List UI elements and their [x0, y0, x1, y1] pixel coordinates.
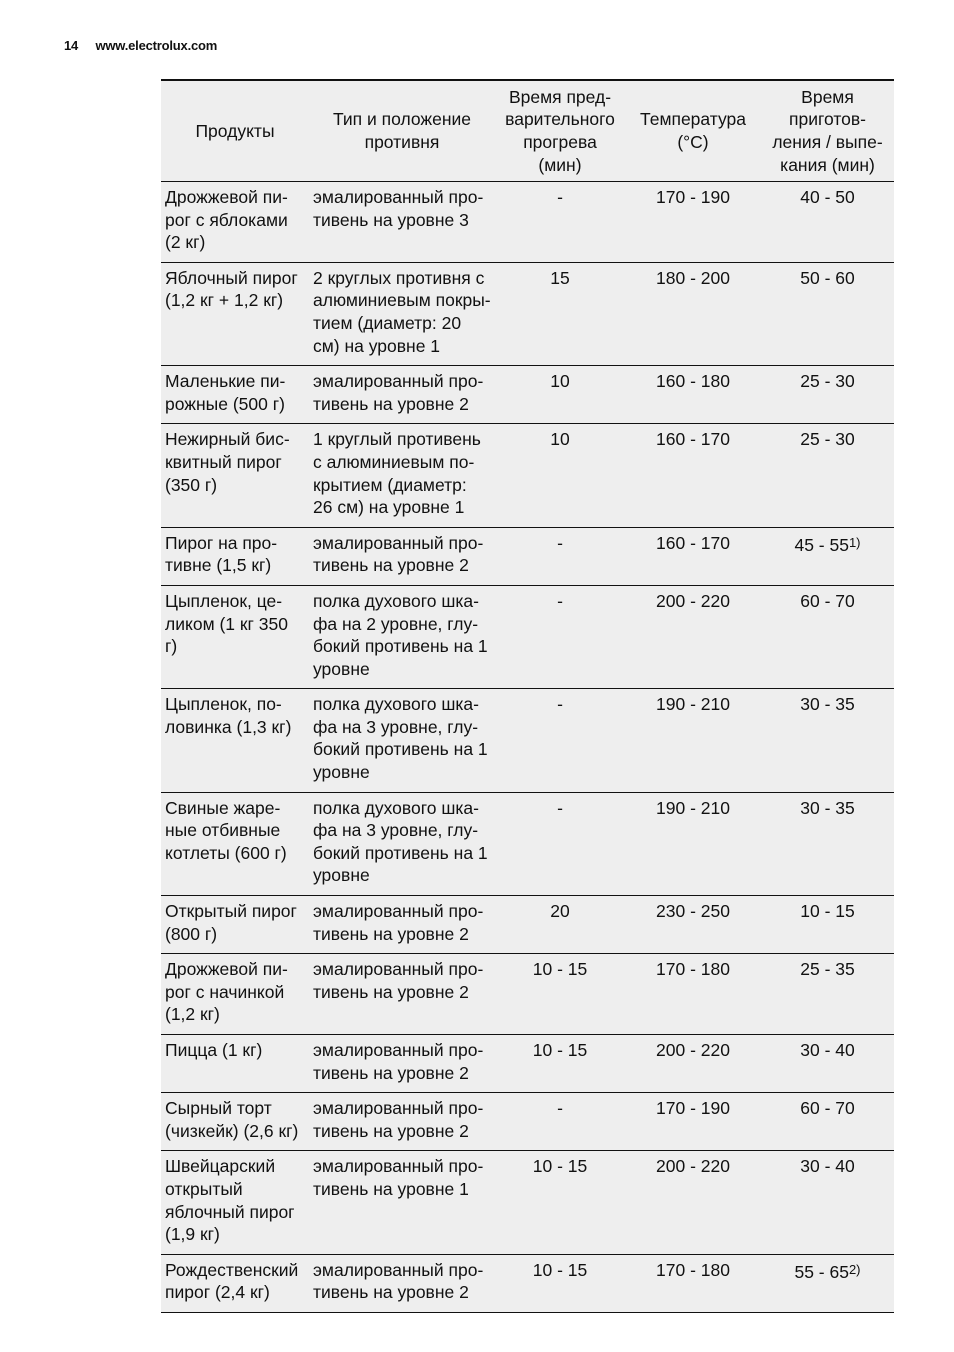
col-header-preheat: Время пред- варительного прогрева (мин) — [505, 86, 615, 175]
cell-product-text: Цыпленок, це- ликом (1 кг 350 г) — [165, 590, 288, 657]
col-header-products: Продукты — [195, 120, 275, 141]
cell-cook-time — [761, 527, 894, 585]
table-row — [161, 1151, 894, 1254]
cell-temperature — [625, 424, 761, 527]
cooking-table — [161, 79, 894, 1313]
cell-product-text: Сырный торт (чизкейк) (2,6 кг) — [165, 1098, 299, 1141]
cell-cook-time — [761, 424, 894, 527]
cell-preheat-text: 20 — [550, 901, 570, 922]
site-url[interactable]: www.electrolux.com — [95, 38, 218, 53]
cell-product — [161, 424, 309, 527]
cell-temperature — [625, 366, 761, 424]
cell-tray-text: эмалированный про- тивень на уровне 2 — [313, 532, 484, 576]
cell-tray — [309, 527, 495, 585]
cell-preheat — [495, 1093, 625, 1151]
table-row — [161, 585, 894, 688]
cell-temperature — [625, 896, 761, 954]
cell-temperature — [625, 1035, 761, 1093]
cell-tray-text: 1 круглый противень с алюминиевым по- крытием (диаметр: 26 см) на уровне 1 — [313, 429, 481, 518]
page-number: 14 — [64, 38, 79, 53]
cell-preheat — [495, 527, 625, 585]
cell-tray — [309, 424, 495, 527]
cell-tray — [309, 262, 495, 365]
cell-temperature — [625, 585, 761, 688]
table-row — [161, 954, 894, 1035]
cell-preheat-text: 10 - 15 — [532, 1040, 588, 1060]
cell-preheat-text: 15 — [550, 267, 570, 288]
table-row — [161, 1035, 894, 1093]
footnote-marker: 2) — [848, 1261, 861, 1277]
table-row — [161, 896, 894, 954]
cell-cook-time — [761, 954, 894, 1035]
cell-cook-time-text: 25 - 35 — [800, 959, 855, 980]
table-row — [161, 182, 894, 263]
table-row — [161, 424, 894, 527]
cell-cook-time-text: 30 - 35 — [800, 797, 855, 818]
table-row — [161, 792, 894, 895]
cell-tray — [309, 1151, 495, 1254]
cell-product-text: Цыпленок, по- ловинка (1,3 кг) — [165, 694, 292, 737]
cell-temperature-text: 170 - 180 — [656, 1259, 730, 1280]
cell-tray-text: эмалированный про- тивень на уровне 2 — [313, 1259, 484, 1303]
cell-temperature-text: 200 - 220 — [656, 1156, 730, 1177]
cell-cook-time — [761, 182, 894, 263]
cell-cook-time — [761, 792, 894, 895]
cell-product — [161, 585, 309, 688]
cell-temperature — [625, 262, 761, 365]
cell-product — [161, 527, 309, 585]
cell-preheat-text: - — [557, 187, 563, 207]
cell-temperature-text: 160 - 180 — [656, 371, 730, 392]
cell-temperature-text: 170 - 190 — [656, 1098, 730, 1119]
cell-temperature — [625, 792, 761, 895]
cell-cook-time-text: 45 - 55 — [794, 534, 849, 555]
col-header-temperature: Температура (°C) — [640, 109, 746, 152]
cell-product-text: Дрожжевой пи- рог с яблоками (2 кг) — [165, 187, 288, 253]
cell-tray-text: эмалированный про- тивень на уровне 2 — [313, 1040, 484, 1083]
cell-preheat-text: 10 — [550, 429, 570, 450]
cell-temperature-text: 170 - 190 — [656, 187, 730, 207]
cell-cook-time-text: 50 - 60 — [800, 267, 855, 288]
table-row — [161, 366, 894, 424]
cell-tray — [309, 1035, 495, 1093]
cell-product — [161, 954, 309, 1035]
cell-tray — [309, 896, 495, 954]
cell-preheat-text: - — [557, 694, 563, 715]
cell-product-text: Свиные жаре- ные отбивные котлеты (600 г) — [165, 797, 287, 863]
cell-preheat-text: 10 — [550, 371, 570, 392]
cell-cook-time — [761, 1254, 894, 1312]
cell-temperature-text: 200 - 220 — [656, 590, 730, 611]
cell-product — [161, 1035, 309, 1093]
cell-temperature-text: 160 - 170 — [656, 429, 730, 450]
cell-cook-time-text: 25 - 30 — [800, 371, 855, 392]
cell-tray — [309, 689, 495, 792]
cell-product-text: Дрожжевой пи- рог с начинкой (1,2 кг) — [165, 959, 288, 1025]
cell-product-text: Рождественский пирог (2,4 кг) — [165, 1259, 299, 1303]
cell-product-text: Открытый пирог (800 г) — [165, 901, 297, 944]
cell-cook-time-text: 60 - 70 — [800, 1098, 855, 1119]
table-row — [161, 1254, 894, 1312]
cell-temperature — [625, 527, 761, 585]
cell-cook-time-text: 25 - 30 — [800, 429, 855, 450]
cell-preheat — [495, 792, 625, 895]
cell-preheat — [495, 1254, 625, 1312]
cell-temperature-text: 170 - 180 — [656, 959, 730, 980]
cell-temperature-text: 190 - 210 — [656, 694, 730, 715]
cell-tray-text: 2 круглых противня с алюминиевым покры- тием (диаметр: 20 см) на уровне 1 — [313, 267, 491, 356]
cell-temperature-text: 230 - 250 — [656, 901, 730, 922]
cell-temperature-text: 160 - 170 — [656, 532, 730, 553]
page-header — [64, 38, 217, 53]
cell-preheat-text: - — [557, 1098, 563, 1119]
cell-preheat — [495, 896, 625, 954]
cell-product-text: Маленькие пи- рожные (500 г) — [165, 371, 286, 414]
cell-preheat — [495, 366, 625, 424]
cell-temperature — [625, 1093, 761, 1151]
cell-tray — [309, 1093, 495, 1151]
cell-product — [161, 896, 309, 954]
table-header-row — [161, 80, 894, 182]
cell-preheat — [495, 689, 625, 792]
cell-tray — [309, 585, 495, 688]
col-header-tray: Тип и положение противня — [332, 109, 472, 152]
cell-product-text: Нежирный бис- квитный пирог (350 г) — [165, 429, 290, 495]
cell-preheat-text: 10 - 15 — [532, 1259, 588, 1280]
cell-product — [161, 262, 309, 365]
cell-cook-time-text: 30 - 35 — [800, 694, 855, 715]
cell-preheat-text: - — [557, 532, 563, 553]
cell-cook-time-text: 40 - 50 — [800, 187, 855, 207]
cell-preheat — [495, 182, 625, 263]
cell-product — [161, 689, 309, 792]
cell-temperature — [625, 1254, 761, 1312]
cell-product-text: Пирог на про- тивне (1,5 кг) — [165, 532, 278, 576]
cell-temperature-text: 200 - 220 — [656, 1040, 730, 1060]
table-row — [161, 262, 894, 365]
cell-product — [161, 1151, 309, 1254]
table-body — [161, 182, 894, 1313]
cell-cook-time — [761, 1035, 894, 1093]
cell-cook-time — [761, 1093, 894, 1151]
cell-product — [161, 1254, 309, 1312]
cell-product — [161, 182, 309, 263]
cell-tray — [309, 366, 495, 424]
cell-tray-text: полка духового шка- фа на 2 уровне, глу- бокий противень на 1 уровне — [313, 590, 488, 679]
cell-tray-text: полка духового шка- фа на 3 уровне, глу- бокий противень на 1 уровне — [313, 797, 488, 886]
table-row — [161, 689, 894, 792]
cell-cook-time-text: 55 - 65 — [794, 1261, 849, 1282]
cell-tray-text: эмалированный про- тивень на уровне 1 — [313, 1156, 484, 1199]
cell-temperature — [625, 1151, 761, 1254]
cell-tray-text: эмалированный про- тивень на уровне 2 — [313, 371, 484, 414]
cell-temperature — [625, 954, 761, 1035]
cell-preheat — [495, 585, 625, 688]
cell-tray-text: эмалированный про- тивень на уровне 2 — [313, 901, 484, 944]
cell-preheat — [495, 1035, 625, 1093]
cell-tray — [309, 954, 495, 1035]
cell-product-text: Яблочный пирог (1,2 кг + 1,2 кг) — [165, 267, 298, 311]
table-row — [161, 1093, 894, 1151]
cell-preheat-text: 10 - 15 — [532, 1156, 588, 1177]
cell-cook-time-text: 30 - 40 — [800, 1040, 855, 1060]
cell-cook-time-text: 10 - 15 — [800, 901, 855, 922]
cell-tray-text: эмалированный про- тивень на уровне 2 — [313, 959, 484, 1002]
cell-product — [161, 792, 309, 895]
cell-product — [161, 366, 309, 424]
cell-cook-time — [761, 262, 894, 365]
cell-temperature — [625, 182, 761, 263]
cell-cook-time — [761, 366, 894, 424]
cell-tray-text: эмалированный про- тивень на уровне 2 — [313, 1098, 484, 1141]
footnote-marker: 1) — [848, 534, 861, 550]
cell-preheat-text: 10 - 15 — [532, 959, 588, 980]
cell-preheat — [495, 424, 625, 527]
cell-cook-time — [761, 896, 894, 954]
col-header-cook-time: Время приготов- ления / выпе- кания (мин) — [772, 86, 883, 175]
cell-product — [161, 1093, 309, 1151]
cell-preheat — [495, 1151, 625, 1254]
cell-cook-time-text: 30 - 40 — [800, 1156, 855, 1177]
cell-tray — [309, 792, 495, 895]
cell-cook-time — [761, 585, 894, 688]
cell-product-text: Швейцарский открытый яблочный пирог (1,9 кг) — [165, 1156, 295, 1245]
cell-product-text: Пицца (1 кг) — [165, 1040, 263, 1060]
cell-preheat — [495, 262, 625, 365]
cell-tray-text: эмалированный про- тивень на уровне 3 — [313, 187, 484, 230]
cell-tray — [309, 1254, 495, 1312]
cell-tray — [309, 182, 495, 263]
cell-preheat-text: - — [557, 590, 563, 611]
cell-temperature-text: 180 - 200 — [656, 267, 730, 288]
cell-temperature — [625, 689, 761, 792]
cell-cook-time-text: 60 - 70 — [800, 590, 855, 611]
cell-temperature-text: 190 - 210 — [656, 797, 730, 818]
cell-tray-text: полка духового шка- фа на 3 уровне, глу- бокий противень на 1 уровне — [313, 694, 488, 783]
cell-cook-time — [761, 689, 894, 792]
cell-preheat — [495, 954, 625, 1035]
table-row — [161, 527, 894, 585]
cell-cook-time — [761, 1151, 894, 1254]
cell-preheat-text: - — [557, 797, 563, 818]
